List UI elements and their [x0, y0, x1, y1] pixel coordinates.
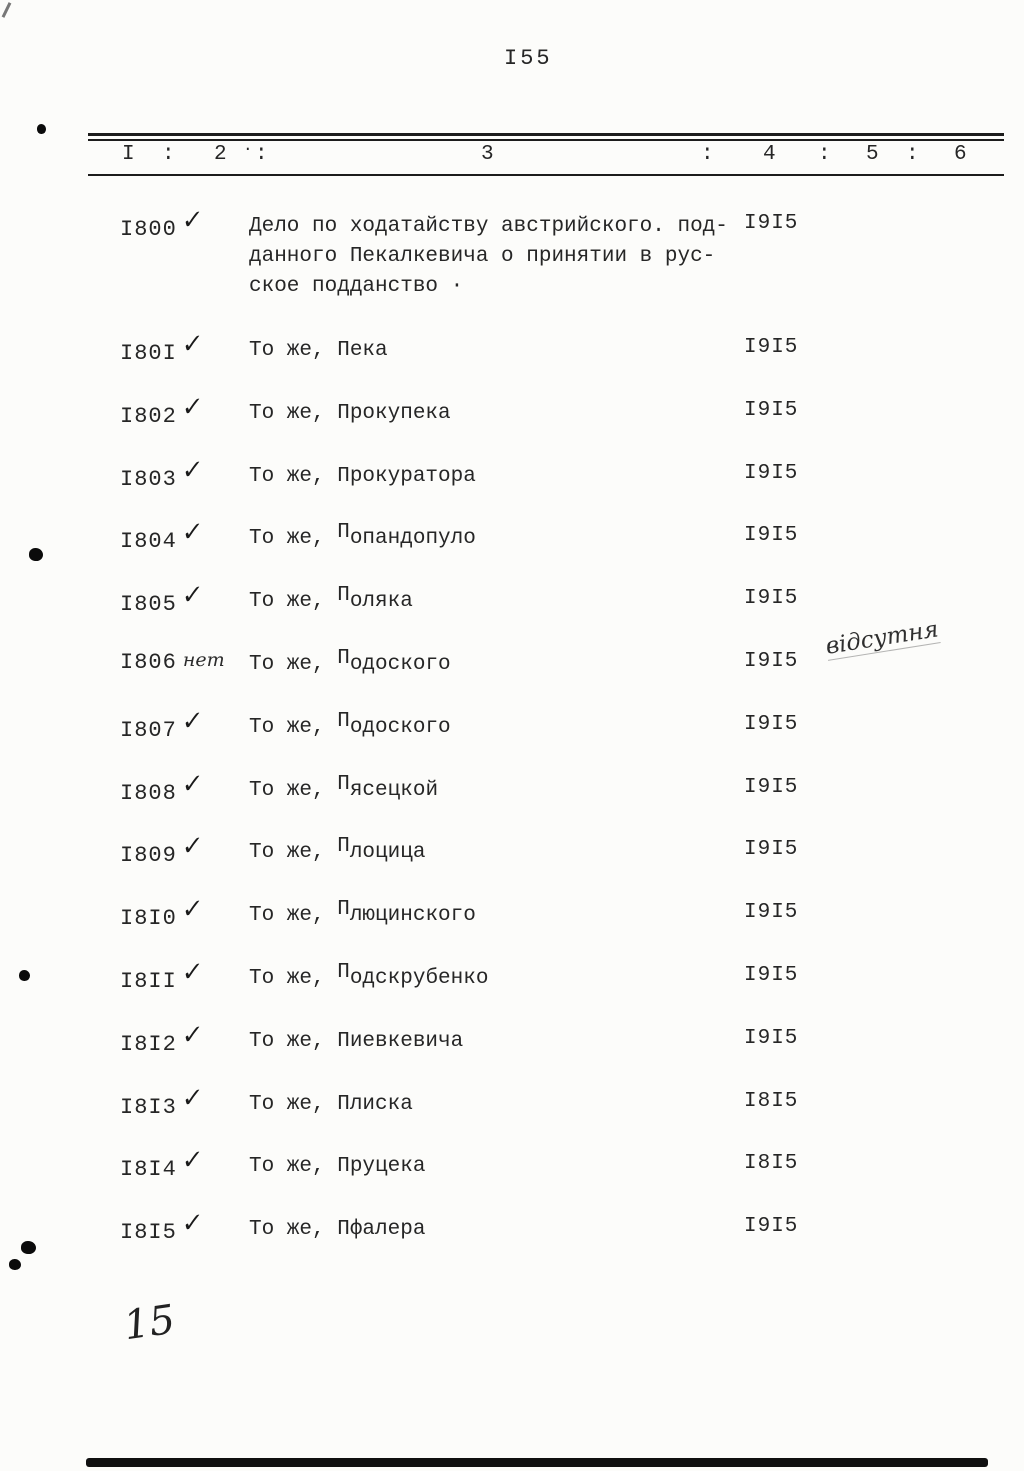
entry-number: I804: [120, 529, 177, 555]
surname-rest: ясецкой: [349, 778, 439, 802]
surname-initial: П: [337, 835, 350, 859]
description-line: данного Пекалкевича о принятии в рус-: [249, 245, 716, 268]
description-prefix: То же,: [249, 1092, 338, 1116]
description-surname: Плиска: [337, 1092, 413, 1116]
description-surname: Пиевкевича: [337, 1029, 464, 1053]
year-value: I9I5: [744, 461, 799, 485]
entry-number-cell: [120, 892, 204, 932]
surname-initial: П: [337, 961, 350, 984]
surname-rest: одоского: [349, 653, 451, 676]
description-surname: [337, 584, 413, 613]
entry-number-cell: [120, 650, 225, 675]
header-cell: :: [162, 143, 175, 166]
entry-number: I8I0: [120, 906, 177, 932]
description-prefix: То же,: [249, 1155, 338, 1179]
entry-number-cell: [120, 390, 204, 429]
ink-dot: [37, 124, 46, 134]
description-surname: Пруцека: [337, 1155, 426, 1179]
year-value: I9I5: [744, 1215, 799, 1239]
ink-dot: [29, 548, 43, 561]
header-cell: :: [701, 143, 714, 166]
surname-rest: одскрубенко: [349, 967, 489, 990]
header-cell: 5: [866, 143, 879, 166]
description-surname: [337, 521, 476, 550]
checkmark-icon: ✓: [180, 955, 204, 988]
description-line: Дело по ходатайству австрийского. под-: [249, 215, 728, 238]
surname-rest: оляка: [349, 590, 413, 614]
entry-number-cell: [120, 955, 204, 994]
description-prefix: То же,: [249, 1029, 338, 1053]
description-prefix: То же,: [249, 590, 338, 614]
header-cell: ·: [243, 140, 253, 158]
entry-number: I807: [120, 717, 177, 743]
entry-number: I8I4: [120, 1157, 177, 1183]
entry-number-cell: [120, 1081, 204, 1120]
checkmark-icon: ✓: [180, 1018, 204, 1051]
surname-rest: лоцица: [349, 841, 426, 865]
surname-initial: П: [337, 521, 350, 545]
row-description: [249, 835, 426, 868]
row-description: [249, 212, 728, 302]
entry-number-cell: [120, 327, 204, 366]
row-description: [249, 462, 476, 492]
header-cell: 4: [763, 143, 776, 166]
checkmark-icon: ✓: [180, 516, 204, 548]
surname-rest: люцинского: [349, 904, 476, 928]
description-prefix: То же,: [249, 841, 338, 865]
entry-number-cell: [120, 830, 204, 869]
description-prefix: То же,: [249, 1218, 338, 1242]
header-cell: 6: [954, 143, 967, 166]
row-description: [249, 584, 413, 617]
year-value: I9I5: [744, 398, 799, 422]
scan-edge-bar: [86, 1458, 988, 1467]
page-number: I55: [504, 46, 553, 71]
entry-number: I8I2: [120, 1031, 177, 1057]
description-prefix: То же,: [249, 967, 338, 990]
year-value: I9I5: [744, 524, 799, 548]
row-description: [249, 1215, 425, 1245]
entry-number-cell: [120, 516, 204, 555]
year-value: I9I5: [744, 901, 799, 925]
description-prefix: То же,: [249, 401, 338, 425]
year-value: I8I5: [744, 1152, 799, 1176]
year-value: I9I5: [744, 336, 799, 359]
entry-number: I808: [120, 780, 177, 806]
handwritten-note: нет: [182, 649, 225, 671]
entry-number-cell: [120, 1144, 204, 1183]
description-surname: [337, 647, 450, 676]
row-description: [249, 772, 439, 806]
year-value: I9I5: [744, 650, 799, 673]
row-description: [249, 1152, 425, 1182]
surname-initial: П: [337, 584, 350, 608]
row-description: [249, 1027, 463, 1057]
checkmark-icon: ✓: [180, 1081, 204, 1113]
row-description: [249, 399, 451, 429]
surname-rest: опандопуло: [349, 527, 476, 551]
checkmark-icon: ✓: [180, 578, 204, 611]
description-line: ское подданство ·: [249, 275, 464, 298]
description-surname: [337, 961, 488, 990]
checkmark-icon: ✓: [180, 203, 204, 236]
row-description: [249, 521, 476, 554]
checkmark-icon: ✓: [180, 1144, 204, 1176]
entry-number: I809: [120, 843, 177, 869]
entry-number-cell: [120, 767, 204, 806]
surname-initial: П: [337, 898, 350, 922]
year-value: I9I5: [744, 712, 799, 736]
description-prefix: То же,: [249, 715, 338, 739]
row-description: [249, 647, 451, 680]
entry-number: I8II: [120, 969, 177, 994]
entry-number: I800: [120, 217, 177, 242]
row-description: [249, 961, 489, 994]
year-value: I9I5: [744, 775, 799, 799]
description-prefix: То же,: [249, 339, 338, 362]
entry-number: I802: [120, 403, 177, 429]
entry-number-cell: [120, 1206, 204, 1246]
handwritten-margin-note: відсутня: [823, 616, 941, 660]
ink-dot: [9, 1259, 21, 1270]
ink-dot: [21, 1241, 36, 1254]
entry-number-cell: [120, 578, 204, 618]
description-prefix: То же,: [249, 904, 338, 928]
entry-number-cell: [120, 453, 204, 492]
checkmark-icon: ✓: [180, 767, 204, 799]
header-cell: :: [818, 143, 831, 166]
year-value: I9I5: [744, 1026, 799, 1050]
entry-number-cell: [120, 1018, 204, 1057]
row-description: [249, 709, 451, 743]
surname-initial: П: [337, 647, 350, 670]
checkmark-icon: ✓: [180, 453, 204, 485]
entry-number: I8I3: [120, 1094, 177, 1120]
surname-rest: одоского: [349, 715, 451, 739]
description-surname: Пфалера: [337, 1218, 426, 1242]
description-surname: [337, 898, 476, 927]
handwritten-mark: 15: [121, 1296, 178, 1350]
surname-initial: П: [337, 772, 350, 796]
year-value: I9I5: [744, 964, 799, 987]
description-prefix: То же,: [249, 778, 338, 802]
header-cell: :: [255, 143, 268, 166]
header-cell: I: [122, 143, 135, 166]
checkmark-icon: ✓: [180, 390, 204, 423]
row-description: [249, 1090, 413, 1120]
entry-number: I806: [120, 650, 177, 675]
year-value: I9I5: [744, 212, 799, 235]
description-surname: Прокупека: [337, 401, 451, 425]
entry-number: I805: [120, 592, 177, 618]
checkmark-icon: ✓: [180, 1206, 204, 1239]
description-surname: Пека: [337, 339, 388, 362]
header-cell: 2: [214, 143, 227, 166]
description-surname: [337, 710, 450, 739]
description-prefix: То же,: [249, 464, 338, 488]
entry-number: I803: [120, 466, 177, 492]
description-prefix: То же,: [249, 527, 338, 551]
checkmark-icon: ✓: [180, 327, 204, 360]
entry-number: I80I: [120, 341, 177, 366]
description-surname: Прокуратора: [337, 464, 476, 488]
surname-initial: П: [337, 709, 350, 733]
year-value: I9I5: [744, 838, 799, 862]
row-description: [249, 898, 476, 931]
header-cell: :: [906, 143, 919, 166]
entry-number-cell: [120, 203, 204, 242]
checkmark-icon: ✓: [180, 892, 204, 925]
checkmark-icon: ✓: [180, 830, 204, 862]
description-prefix: То же,: [249, 653, 338, 676]
description-surname: [337, 773, 438, 802]
checkmark-icon: ✓: [180, 704, 204, 737]
entry-number-cell: [120, 704, 204, 743]
year-value: I9I5: [744, 587, 799, 611]
row-description: [249, 336, 388, 366]
entry-number: I8I5: [120, 1220, 177, 1246]
description-surname: [337, 835, 425, 864]
header-cell: 3: [481, 143, 494, 166]
year-value: I8I5: [744, 1089, 799, 1113]
ink-dot: [19, 970, 30, 981]
